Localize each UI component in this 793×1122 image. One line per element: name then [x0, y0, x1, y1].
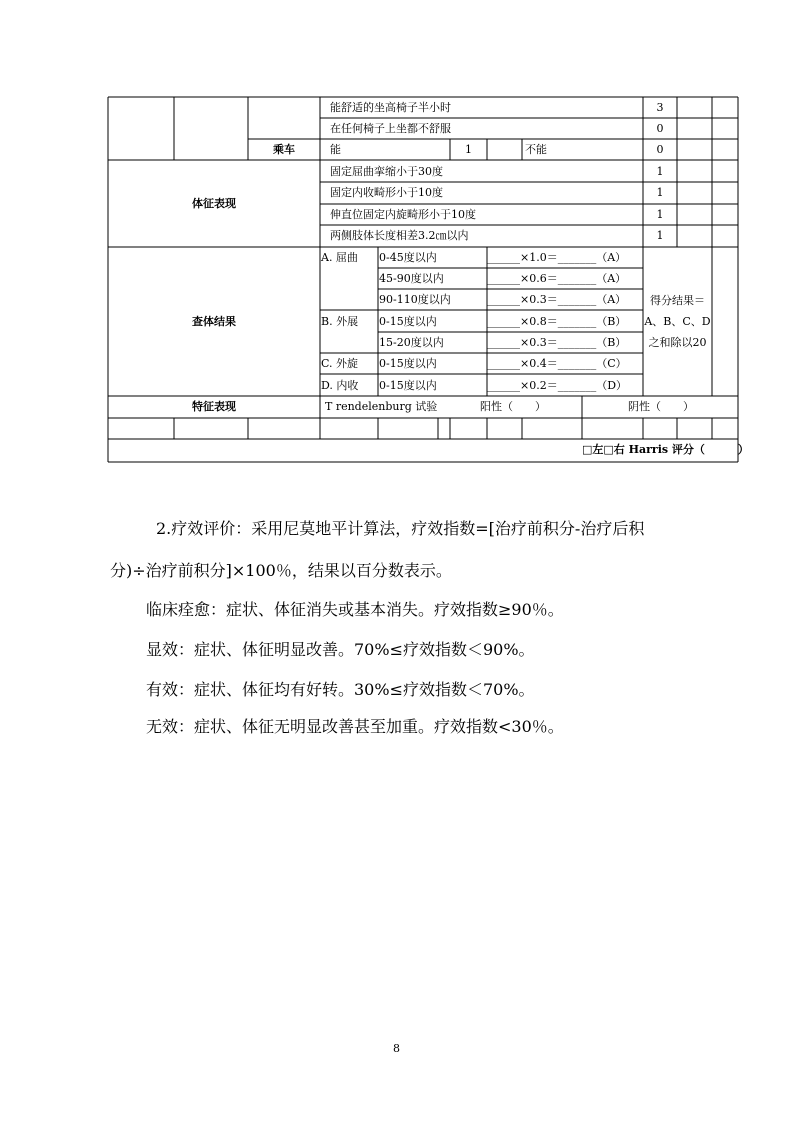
- trendelenburg-positive: 阳性（ ）: [480, 400, 546, 413]
- trendelenburg-negative: 阴性（ ）: [628, 400, 694, 413]
- trendelenburg-test: T rendelenburg 试验: [325, 400, 438, 413]
- exam-range: 45-90度以内: [379, 272, 444, 285]
- exam-external-rotation-label: C. 外旋: [321, 357, 359, 370]
- criteria-cure: 临床痊愈：症状、体征消失或基本消失。疗效指数≥90％。: [146, 600, 564, 619]
- exam-result-line2: A、B、C、D: [644, 315, 711, 328]
- feature-label: 特征表现: [192, 400, 236, 413]
- sign-item-desc: 伸直位固定内旋畸形小于10度: [330, 208, 476, 221]
- sign-item-desc: 固定屈曲挛缩小于30度: [330, 165, 443, 178]
- exam-label: 查体结果: [192, 315, 236, 328]
- sign-item-score: 1: [656, 229, 664, 242]
- criteria-marked: 显效：症状、体征明显改善。70%≤疗效指数＜90%。: [146, 640, 535, 659]
- exam-range: 90-110度以内: [379, 293, 451, 306]
- car-yes: 能: [330, 143, 341, 156]
- exam-result-line1: 得分结果＝: [650, 294, 705, 307]
- efficacy-paragraph-line1: 2.疗效评价：采用尼莫地平计算法，疗效指数=[治疗前积分-治疗后积: [156, 519, 645, 538]
- exam-abduction-label: B. 外展: [321, 315, 359, 328]
- row-sit-30min-score: 3: [656, 101, 664, 114]
- exam-formula: ______×0.3＝_______（B）: [487, 336, 627, 349]
- car-no-score: 0: [656, 143, 664, 156]
- row-sit-any-score: 0: [656, 122, 664, 135]
- exam-result-line3: 之和除以20: [648, 336, 707, 349]
- exam-formula: ______×0.8＝_______（B）: [487, 315, 627, 328]
- criteria-effective: 有效：症状、体征均有好转。30%≤疗效指数＜70%。: [146, 680, 535, 699]
- sign-item-score: 1: [656, 165, 664, 178]
- exam-formula: ______×0.3＝_______（A）: [487, 293, 627, 306]
- row-sit-any-desc: 在任何椅子上坐都不舒服: [330, 122, 451, 135]
- exam-range: 0-15度以内: [379, 379, 437, 392]
- exam-range: 0-15度以内: [379, 357, 437, 370]
- exam-formula: ______×0.6＝_______（A）: [487, 272, 627, 285]
- car-yes-score: 1: [465, 143, 472, 156]
- exam-range: 15-20度以内: [379, 336, 444, 349]
- exam-range: 0-15度以内: [379, 315, 437, 328]
- car-no: 不能: [525, 143, 547, 156]
- sign-item-desc: 两侧肢体长度相差3.2㎝以内: [330, 229, 469, 242]
- criteria-ineffective: 无效：症状、体征无明显改善甚至加重。疗效指数<30％。: [146, 717, 564, 736]
- row-sit-30min-desc: 能舒适的坐高椅子半小时: [330, 101, 451, 114]
- exam-flexion-label: A. 屈曲: [321, 251, 358, 264]
- sign-item-score: 1: [656, 186, 664, 199]
- sign-item-score: 1: [656, 208, 664, 221]
- page-number: 8: [393, 1042, 400, 1055]
- exam-formula: ______×0.2＝_______（D）: [487, 379, 628, 392]
- efficacy-paragraph-line2: 分)÷治疗前积分]×100％，结果以百分数表示。: [110, 561, 452, 580]
- exam-adduction-label: D. 内收: [321, 379, 359, 392]
- exam-formula: ______×0.4＝_______（C）: [487, 357, 627, 370]
- exam-formula: ______×1.0＝_______（A）: [487, 251, 627, 264]
- exam-range: 0-45度以内: [379, 251, 437, 264]
- car-label: 乘车: [273, 143, 295, 156]
- harris-score: □左□右 Harris 评分（ ）: [582, 443, 749, 456]
- signs-label: 体征表现: [192, 197, 236, 210]
- sign-item-desc: 固定内收畸形小于10度: [330, 186, 443, 199]
